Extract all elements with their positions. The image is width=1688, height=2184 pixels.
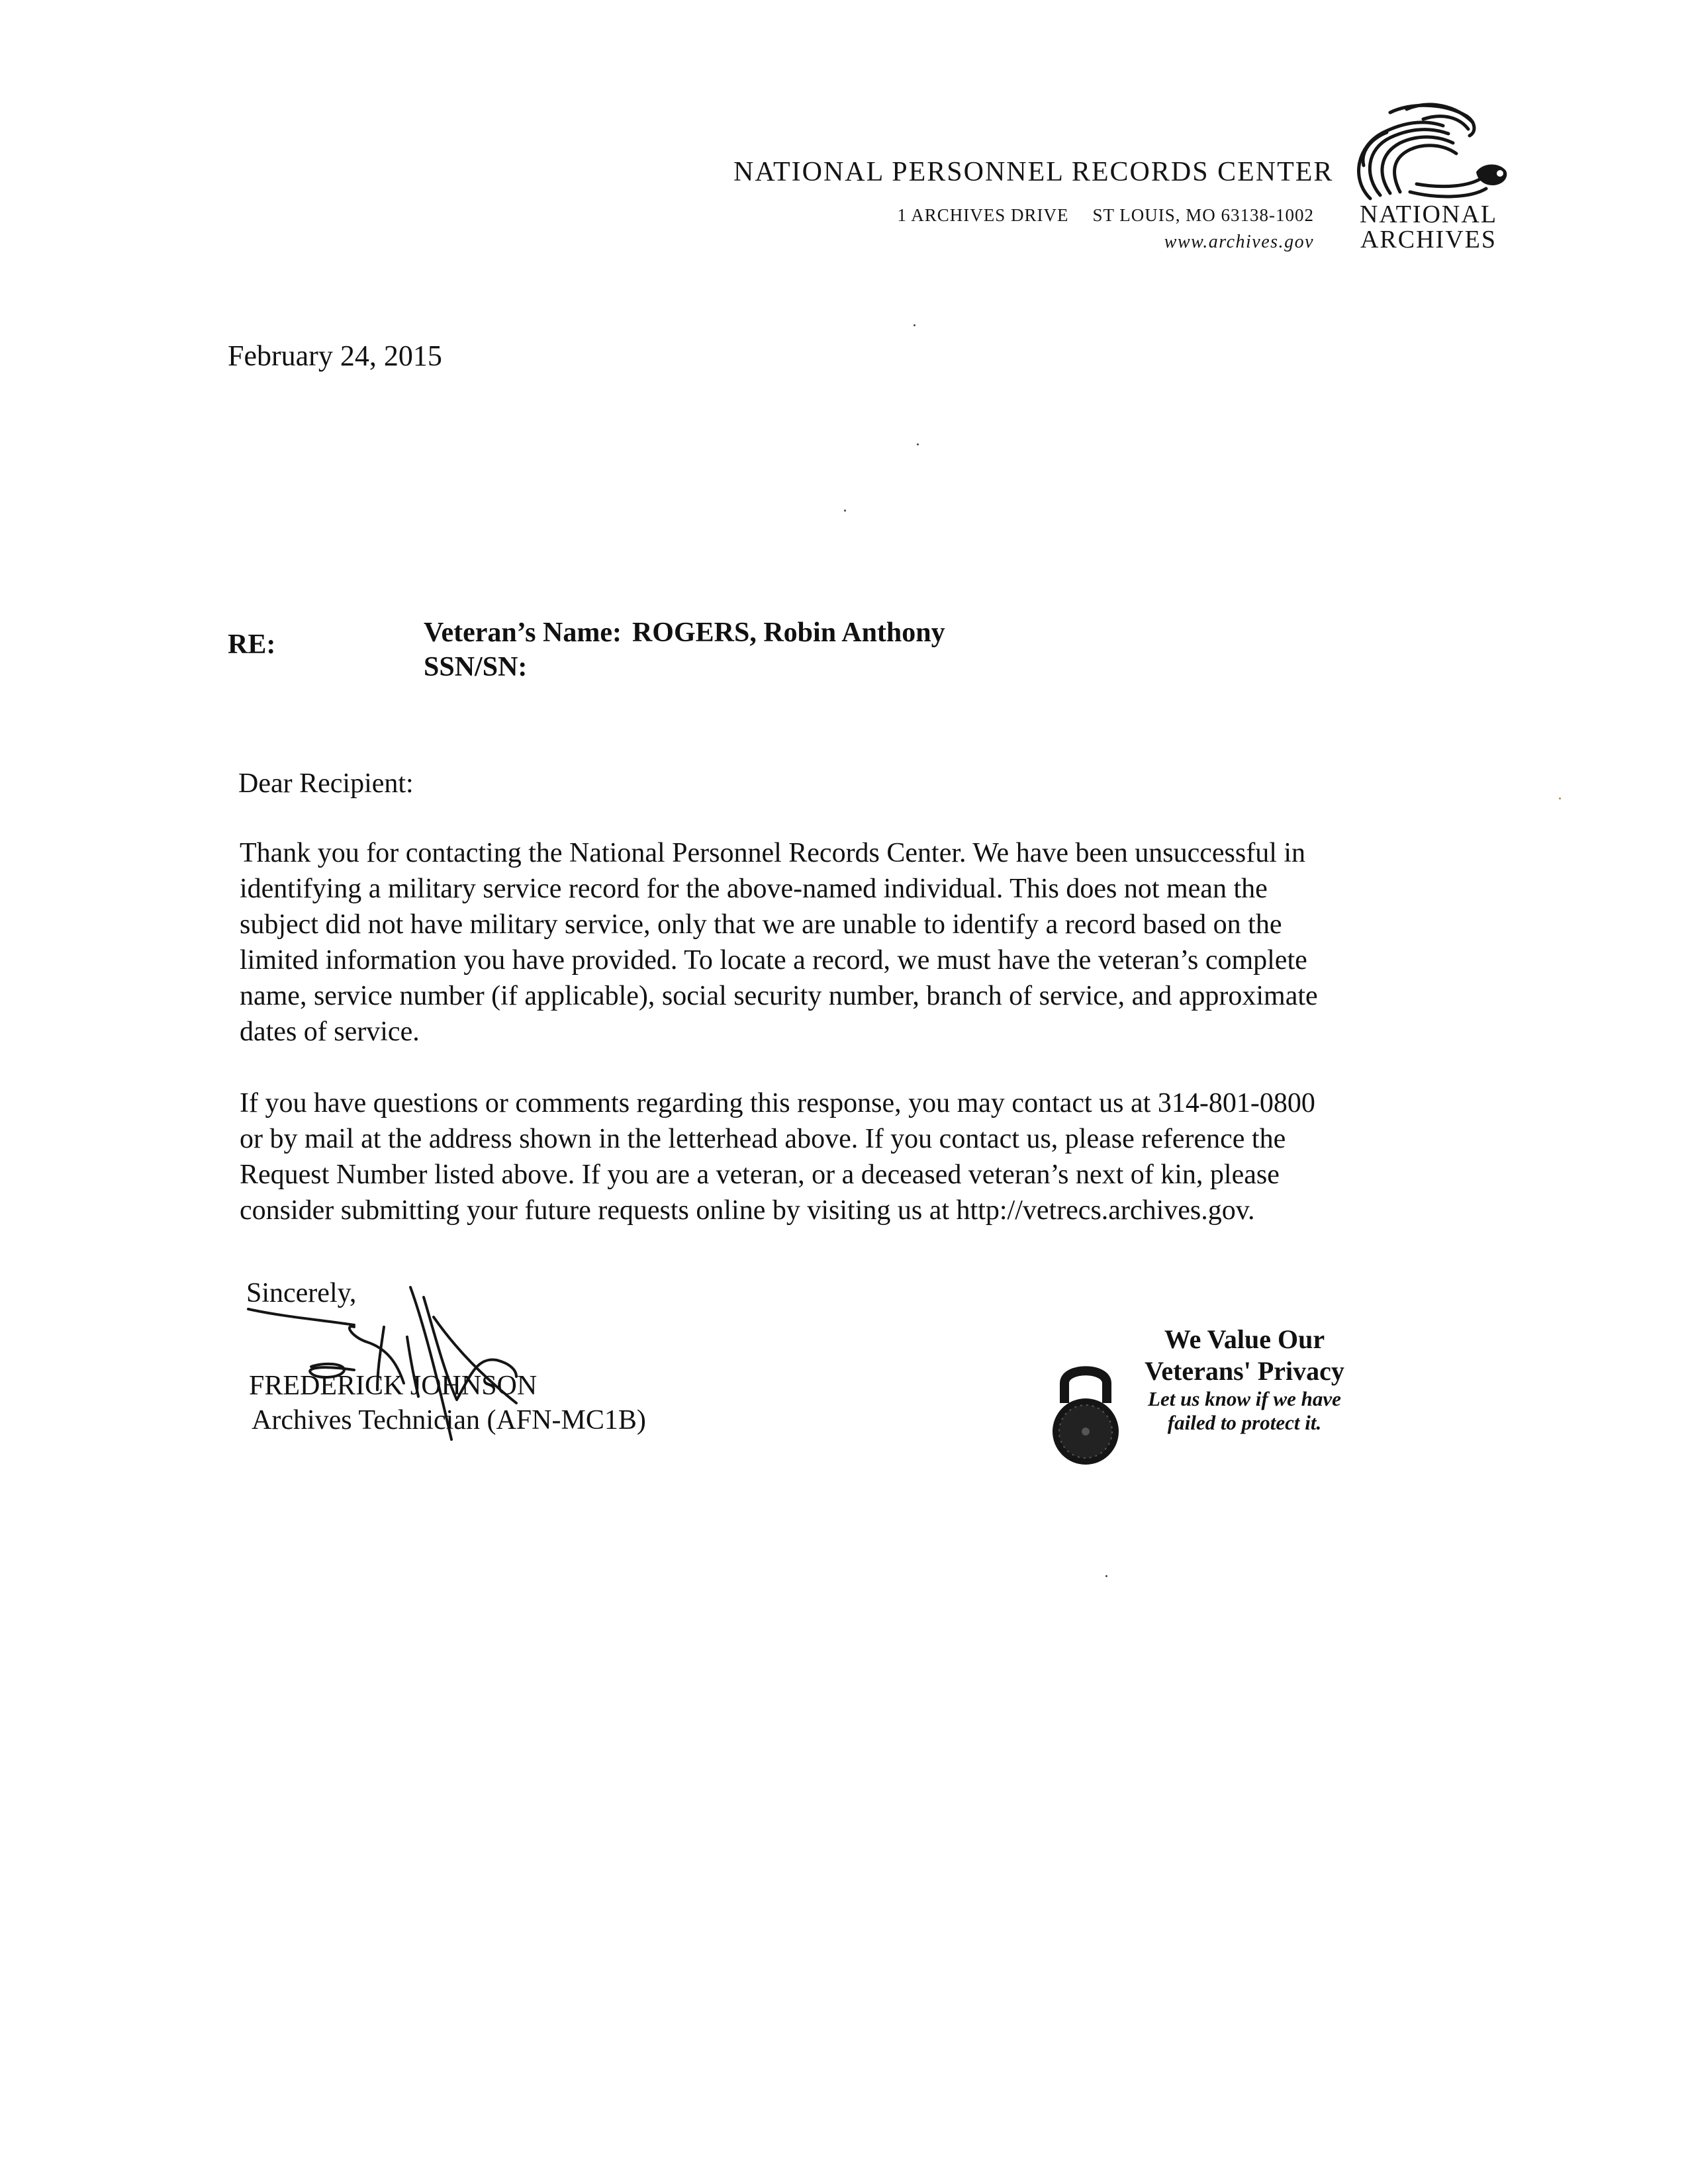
logo-line-archives: ARCHIVES (1360, 226, 1497, 253)
scan-speck (914, 324, 915, 326)
signer-title: Archives Technician (AFN-MC1B) (252, 1405, 646, 1435)
salutation: Dear Recipient: (238, 768, 414, 799)
letterhead-title: NATIONAL PERSONNEL RECORDS CENTER (733, 157, 1334, 187)
re-label: RE: (228, 629, 276, 660)
privacy-text (1119, 1324, 1370, 1435)
paragraph-line: Thank you for contacting the National Personnel Records Center. We have been unsuccessful in (240, 838, 1306, 868)
address-city: ST LOUIS, MO 63138-1002 (1092, 205, 1314, 225)
paragraph-line: Request Number listed above. If you are a veteran, or a deceased veteran’s next of kin, please (240, 1160, 1280, 1190)
address-street: 1 ARCHIVES DRIVE (897, 205, 1069, 225)
paragraph-line: limited information you have provided. To locate a record, we must have the veteran’s complete (240, 945, 1307, 976)
ssn-row (424, 650, 945, 684)
veteran-name-value: ROGERS, Robin Anthony (632, 617, 945, 648)
paragraph-line: dates of service. (240, 1017, 420, 1047)
privacy-heading-line1: We Value Our (1164, 1324, 1325, 1354)
signer-name: FREDERICK JOHNSON (249, 1371, 538, 1401)
eagle-icon (1344, 99, 1516, 205)
letterhead-website: www.archives.gov (1164, 232, 1314, 252)
body-paragraph-1 (240, 835, 1484, 1050)
combination-lock-icon (1046, 1353, 1125, 1466)
scan-speck (917, 443, 919, 445)
logo-line-national: NATIONAL (1359, 201, 1498, 228)
body-paragraph-2 (240, 1085, 1484, 1228)
scan-speck (1559, 797, 1561, 799)
privacy-heading-line2: Veterans' Privacy (1145, 1356, 1344, 1386)
re-block (424, 615, 945, 684)
veteran-name-row (424, 615, 945, 650)
paragraph-line: If you have questions or comments regarding this response, you may contact us at 314-801-0800 (240, 1088, 1315, 1118)
letterhead-address (897, 205, 1314, 226)
valediction: Sincerely, (246, 1278, 357, 1308)
veteran-name-label: Veteran’s Name: (424, 617, 622, 648)
paragraph-line: subject did not have military service, only that we are unable to identify a record based on the (240, 909, 1282, 940)
paragraph-line: consider submitting your future requests online by visiting us at http://vetrecs.archives.gov. (240, 1195, 1255, 1226)
scan-speck (1105, 1575, 1107, 1577)
ssn-label: SSN/SN: (424, 652, 528, 682)
scan-speck (844, 510, 846, 512)
privacy-notice (1039, 1317, 1370, 1469)
logo-wordmark (1349, 202, 1508, 252)
letter-date: February 24, 2015 (228, 340, 442, 372)
paragraph-line: name, service number (if applicable), social security number, branch of service, and approximate (240, 981, 1318, 1011)
privacy-sub-line1: Let us know if we have (1148, 1387, 1341, 1410)
paragraph-line: or by mail at the address shown in the letterhead above. If you contact us, please reference the (240, 1124, 1286, 1154)
paragraph-line: identifying a military service record for the above-named individual. This does not mean the (240, 874, 1268, 904)
privacy-sub-line2: failed to protect it. (1167, 1411, 1322, 1434)
